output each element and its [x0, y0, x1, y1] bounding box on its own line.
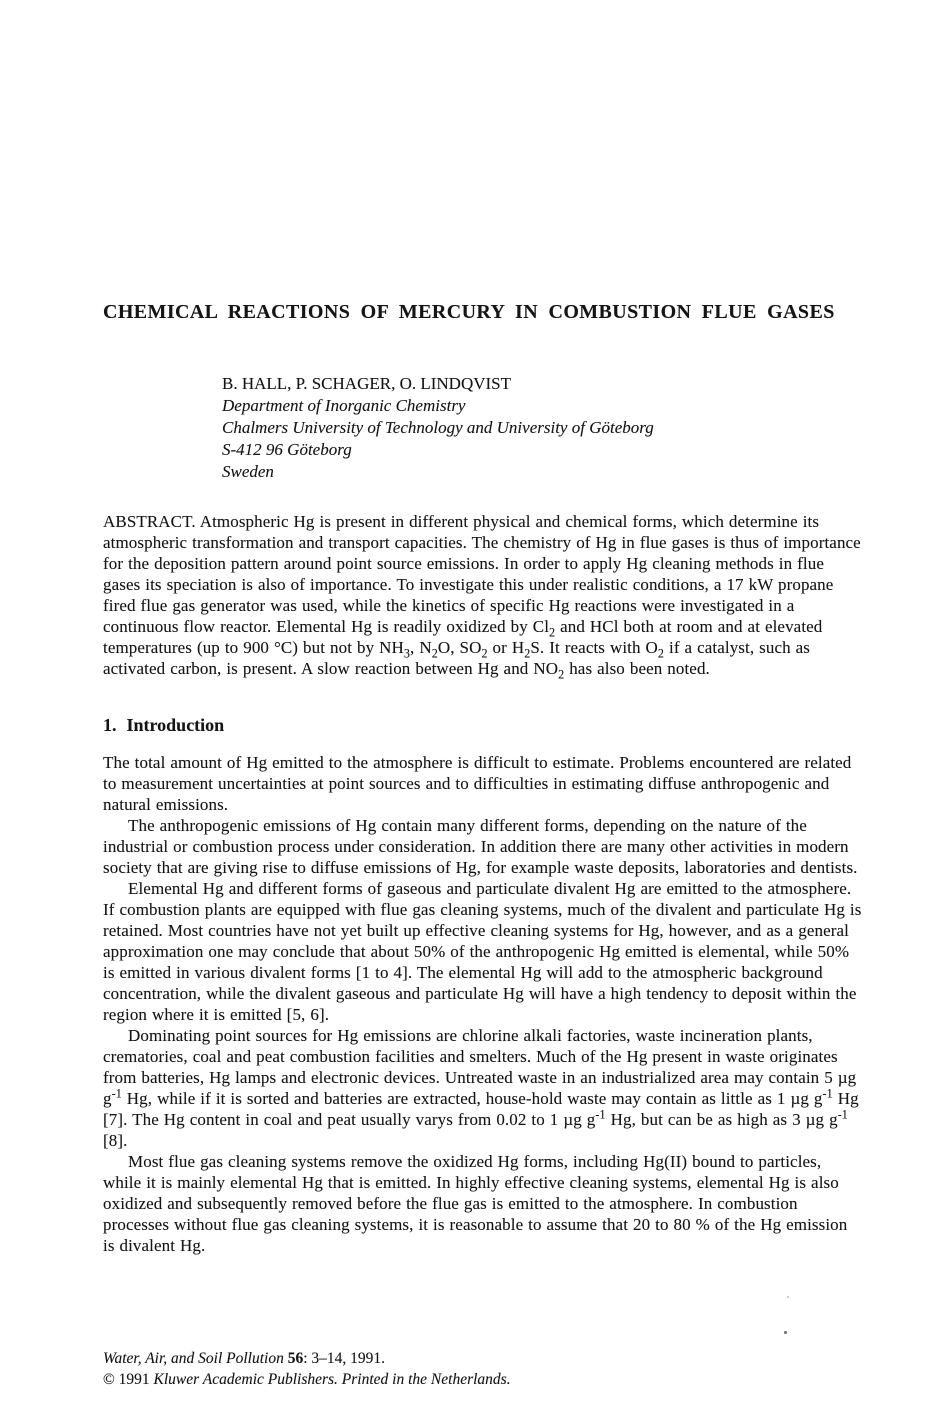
intro-paragraph-1: The total amount of Hg emitted to the atmosphere is difficult to estimate. Problems encountered are related to measurement uncertainties at point sources and to difficulties in estimating diffuse anthropogenic and natural emissions. [103, 753, 852, 814]
intro-paragraph-2: The anthropogenic emissions of Hg contain many different forms, depending on the nature of the industrial or combustion process under consideration. In addition there are many other activities in modern society that are giving rise to diffuse emissions of Hg, for example waste deposits, laboratories and dentists. [103, 816, 858, 877]
scan-speck [787, 1296, 789, 1298]
authors-line: B. HALL, P. SCHAGER, O. LINDQVIST [222, 374, 512, 393]
introduction-body [103, 752, 863, 1256]
journal-footer [103, 1348, 511, 1390]
affiliation-address: S-412 96 Göteborg [222, 440, 352, 459]
intro-paragraph-4: Dominating point sources for Hg emissions are chlorine alkali factories, waste incineration plants, crematories, coal and peat combustion facilities and smelters. Much of the Hg present in waste originates from batteries, Hg lamps and electronic devices. Untreated waste in an industrialized area may contain 5 µg $g^{-1}$ Hg, while if it is sorted and batteries are extracted, house-hold waste may contain as little as 1 µg $g^{-1}$ Hg [7]. The Hg content in coal and peat usually varys from 0.02 to 1 µg $g^{-1}$ Hg, but can be as high as 3 µg $g^{-1}$ [8]. [103, 1026, 859, 1150]
journal-citation: Water, Air, and Soil Pollution 56: 3–14, 1991. [103, 1350, 386, 1367]
author-affiliation-block [222, 373, 871, 483]
section-number: 1. [103, 715, 117, 735]
affiliation-department: Department of Inorganic Chemistry [222, 396, 466, 415]
intro-paragraph-3: Elemental Hg and different forms of gaseous and particulate divalent Hg are emitted to the atmosphere. If combustion plants are equipped with flue gas cleaning systems, much of the divalent and particulate Hg is retained. Most countries have not yet built up effective cleaning systems for Hg, however, and as a general approximation one may conclude that about 50% of the anthropogenic Hg emitted is elemental, while 50% is emitted in various divalent forms [1 to 4]. The elemental Hg will add to the atmospheric background concentration, while the divalent gaseous and particulate Hg will have a high tendency to deposit within the region where it is emitted [5, 6]. [103, 879, 862, 1024]
intro-paragraph-5: Most flue gas cleaning systems remove the oxidized Hg forms, including Hg(II) bound to particles, while it is mainly elemental Hg that is emitted. In highly effective cleaning systems, elemental Hg is also oxidized and subsequently removed before the flue gas is emitted to the atmosphere. In combustion processes without flue gas cleaning systems, it is reasonable to assume that 20 to 80 % of the Hg emission is divalent Hg. [103, 1152, 848, 1255]
section-title: Introduction [126, 715, 225, 735]
section-heading-introduction [103, 713, 871, 737]
abstract-paragraph: ABSTRACT. Atmospheric Hg is present in different physical and chemical forms, which determine its atmospheric transformation and transport capacities. The chemistry of Hg in flue gases is thus of importance for the deposition pattern around point source emissions. In order to apply Hg cleaning methods in flue gases its speciation is also of importance. To investigate this under realistic conditions, a 17 kW propane fired flue gas generator was used, while the kinetics of specific Hg reactions were investigated in a continuous flow reactor. Elemental Hg is readily oxidized by $Cl_2$ and HCl both at room and at elevated temperatures (up to 900 °C) but not by $NH_3$, $N_2O$, $SO_2$ or $H_2S$. It reacts with $O_2$ if a catalyst, such as activated carbon, is present. A slow reaction between Hg and $NO_2$ has also been noted. [103, 512, 861, 682]
copyright-notice: © 1991 Kluwer Academic Publishers. Printed in the Netherlands. [103, 1371, 511, 1388]
page-content [103, 0, 871, 1256]
affiliation-university: Chalmers University of Technology and University of Göteborg [222, 418, 654, 437]
paper-title: CHEMICAL REACTIONS OF MERCURY IN COMBUSTION FLUE GASES [103, 301, 835, 323]
affiliation-country: Sweden [222, 462, 274, 481]
scan-speck [784, 1331, 787, 1334]
